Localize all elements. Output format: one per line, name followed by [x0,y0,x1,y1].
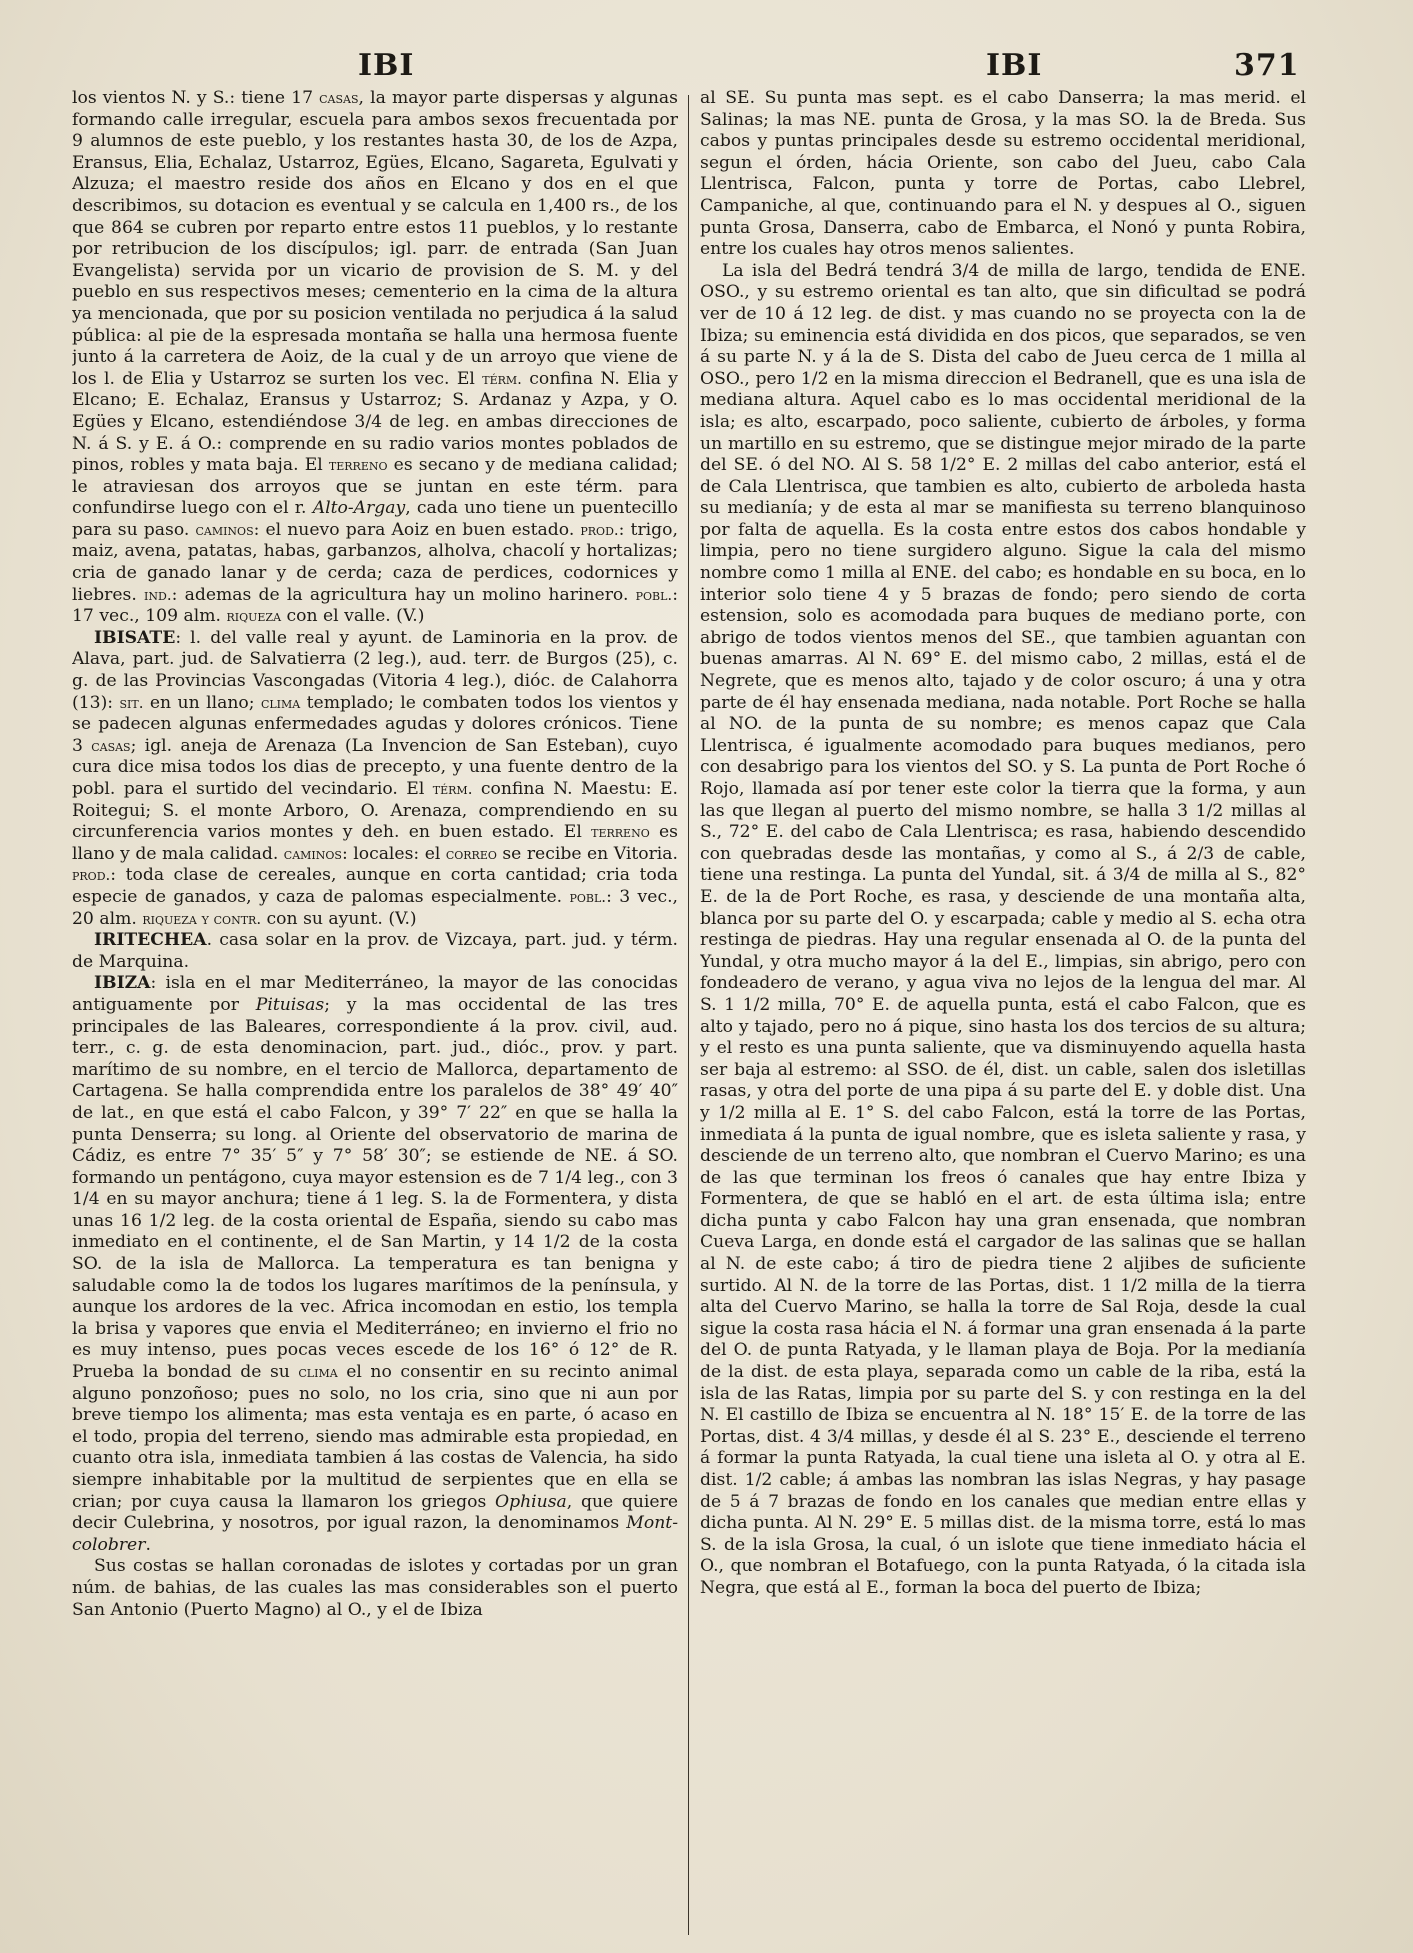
paragraph: IBIZA: isla en el mar Mediterráneo, la mayor de las conocidas antiguamente por Pituisas; y la mas occidental de las tres principales de las Baleares, correspondiente á la prov. civil, aud. terr., c. g. de esta denominacion, part. jud., dióc., prov. y part. marítimo de su nombre, en el tercio de Mallorca, departamento de Cartagena. Se halla comprendida entre los paralelos de 38° 49′ 40″ de lat., en que está el cabo Falcon, y 39° 7′ 22″ en que se halla la punta Denserra; su long. al Oriente del observatorio de marina de Cádiz, es entre 7° 35′ 5″ y 7° 58′ 30″; se estiende de NE. á SO. formando un pentágono, cuya mayor estension es de 7 1/4 leg., con 3 1/4 en su mayor anchura; tiene á 1 leg. S. la de Formentera, y dista unas 16 1/2 leg. de la costa oriental de España, siendo su cabo mas inmediato en el continente, el de San Martin, y 14 1/2 de la costa SO. de la isla de Mallorca. La temperatura es tan benigna y saludable como la de todos los lugares marítimos de la península, y aunque los ardores de la vec. Africa incomodan en estio, los templa la brisa y vapores que envia el Mediterráneo; en invierno el frio no es muy intenso, pues pocas veces escede de los 16° ó 12° de R. Prueba la bondad de su clima el no consentir en su recinto animal alguno ponzoñoso; pues no solo, no los cria, sino que ni aun por breve tiempo los alimenta; mas esta ventaja es en parte, ó acaso en el todo, propia del terreno, siendo mas admirable esta propiedad, en cuanto otra isla, inmediata tambien á las costas de Valencia, ha sido siempre inhabitable por la multitud de serpientes que en ella se crian; por cuya causa la llamaron los griegos Ophiusa, que quiere decir Culebrina, y nosotros, por igual razon, la denominamos Mont-colobrer. [72,973,678,1555]
paragraph: IRITECHEA. casa solar en la prov. de Vizcaya, part. jud. y térm. de Marquina. [72,930,678,972]
paragraph: al SE. Su punta mas sept. es el cabo Danserra; la mas merid. el Salinas; la mas NE. punta de Grosa, y la mas SO. la de Breda. Sus cabos y puntas principales desde su estremo occidental meridional, segun el órden, hácia Oriente, son cabo del Jueu, cabo Cala Llentrisca, Falcon, punta y torre de Portas, cabo Llebrel, Campaniche, al que, continuando para el N. y despues al O., siguen punta Grosa, Danserra, cabo de Embarca, el Nonó y punta Robira, entre los cuales hay otros menos salientes. [700,88,1306,260]
paragraph: IBISATE: l. del valle real y ayunt. de Laminoria en la prov. de Alava, part. jud. de Salvatierra (2 leg.), aud. terr. de Burgos (25), c. g. de las Provincias Vascongadas (Vitoria 4 leg.), dióc. de Calahorra (13): sit. en un llano; clima templado; le combaten todos los vientos y se padecen algunas enfermedades agudas y dolores crónicos. Tiene 3 casas; igl. aneja de Arenaza (La Invencion de San Esteban), cuyo cura dice misa todos los dias de precepto, y una fuente dentro de la pobl. para el surtido del vecindario. El térm. confina N. Maestu: E. Roitegui; S. el monte Arboro, O. Arenaza, comprendiendo en su circunferencia varios montes y deh. en buen estado. El terreno es llano y de mala calidad. caminos: locales: el correo se recibe en Vitoria. prod.: toda clase de cereales, aunque en corta cantidad; cria toda especie de ganados, y caza de palomas especialmente. pobl.: 3 vec., 20 alm. riqueza y contr. con su ayunt. (V.) [72,627,678,929]
column-rule [688,95,689,1935]
page-number: 371 [1234,48,1300,83]
running-head-left: IBI [358,48,415,83]
running-head-right: IBI [986,48,1043,83]
paragraph: los vientos N. y S.: tiene 17 casas, la mayor parte dispersas y algunas formando calle irregular, escuela para ambos sexos frecuentada por 9 alumnos de este pueblo, y los restantes hasta 30, de los de Azpa, Eransus, Elia, Echalaz, Ustarroz, Egües, Elcano, Sagareta, Egulvati y Alzuza; el maestro reside dos años en Elcano y dos en el que describimos, su dotacion es eventual y se calcula en 1,400 rs., de los que 864 se cubren por reparto entre estos 11 pueblos, y lo restante por retribucion de los discípulos; igl. parr. de entrada (San Juan Evangelista) servida por un vicario de provision de S. M. y del pueblo en sus respectivos meses; cementerio en la cima de la altura ya mencionada, que por su posicion ventilada no perjudica á la salud pública: al pie de la espresada montaña se halla una hermosa fuente junto á la carretera de Aoiz, de la cual y de un arroyo que viene de los l. de Elia y Ustarroz se surten los vec. El térm. confina N. Elia y Elcano; E. Echalaz, Eransus y Ustarroz; S. Ardanaz y Azpa, y O. Egües y Elcano, estendiéndose 3/4 de leg. en ambas direcciones de N. á S. y E. á O.: comprende en su radio varios montes poblados de pinos, robles y mata baja. El terreno es secano y de mediana calidad; le atraviesan dos arroyos que se juntan en este térm. para confundirse luego con el r. Alto-Argay, cada uno tiene un puentecillo para su paso. caminos: el nuevo para Aoiz en buen estado. prod.: trigo, maiz, avena, patatas, habas, garbanzos, alholva, chacolí y hortalizas; cria de ganado lanar y de cerda; caza de perdices, codornices y liebres. ind.: ademas de la agricultura hay un molino harinero. pobl.: 17 vec., 109 alm. riqueza con el valle. (V.) [72,88,678,627]
paragraph: La isla del Bedrá tendrá 3/4 de milla de largo, tendida de ENE. OSO., y su estremo oriental es tan alto, que sin dificultad se podrá ver de 10 á 12 leg. de dist. y mas cuando no se proyecta con la de Ibiza; su eminencia está dividida en dos picos, que separados, se ven á su parte N. y á la de S. Dista del cabo de Jueu cerca de 1 milla al OSO., pero 1/2 en la misma direccion el Bedranell, que es una isla de mediana altura. Aquel cabo es lo mas occidental meridional de la isla; es alto, escarpado, poco saliente, cubierto de árboles, y forma un martillo en su estremo, que se distingue mejor mirado de la parte del SE. ó del NO. Al S. 58 1/2° E. 2 millas del cabo anterior, está el de Cala Llentrisca, que tambien es alto, cubierto de arboleda hasta su medianía; y de esta al mar se manifiesta su terreno blanquinoso por falta de aquella. Es la costa entre estos dos cabos hondable y limpia, pero no tiene surgidero alguno. Sigue la cala del mismo nombre como 1 milla al ENE. del cabo; es hondable en su boca, en lo interior solo tiene 4 y 5 brazas de fondo; pero siendo de corta estension, solo es acomodada para buques de mediano porte, con abrigo de todos vientos menos del SE., que tambien aguantan con buenas amarras. Al N. 69° E. del mismo cabo, 2 millas, está el de Negrete, que es menos alto, tajado y de color oscuro; á una y otra parte de él hay ensenada mediana, nada notable. Port Roche se halla al NO. de la punta de su nombre; es menos capaz que Cala Llentrisca, é igualmente acomodado para buques medianos, pero con desabrigo para los vientos del SO. y S. La punta de Port Roche ó Rojo, llamada así por tener este color la tierra que la forma, y aun las que llegan al puerto del mismo nombre, se halla 3 1/2 millas al S., 72° E. del cabo de Cala Llentrisca; es rasa, habiendo descendido con quebradas desde las montañas, y como al S., á 2/3 de cable, tiene una restinga. La punta del Yundal, sit. á 3/4 de milla al S., 82° E. de la de Port Roche, es rasa, y desciende de una montaña alta, blanca por su parte del O. y escarpada; cable y medio al S. echa otra restinga de piedras. Hay una regular ensenada al O. de la punta del Yundal, y otra mucho mayor á la del E., limpias, sin abrigo, pero con fondeadero de verano, y agua viva no lejos de la lengua del mar. Al S. 1 1/2 milla, 70° E. de aquella punta, está el cabo Falcon, que es alto y tajado, pero no á pique, sino hasta los dos tercios de su altura; y el resto es una punta saliente, que va disminuyendo aquella hasta ser baja al estremo: al SSO. de él, dist. un cable, salen dos isletillas rasas, y otra del porte de una pipa á su parte del E. y doble dist. Una y 1/2 milla al E. 1° S. del cabo Falcon, está la torre de las Portas, inmediata á la punta de igual nombre, que es isleta saliente y rasa, y desciende de un terreno alto, que nombran el Cuervo Marino; es una de las que terminan los freos ó canales que hay entre Ibiza y Formentera, de que se habló en el art. de esta última isla; entre dicha punta y cabo Falcon hay una gran ensenada, que nombran Cueva Larga, en donde está el cargador de las salinas que se hallan al N. de este cabo; á tiro de piedra tiene 2 aljibes de suficiente surtido. Al N. de la torre de las Portas, dist. 1 1/2 milla de la tierra alta del Cuervo Marino, se halla la torre de Sal Roja, desde la cual sigue la costa rasa hácia el N. á formar una gran ensenada á la parte del O. de punta Ratyada, y le llaman playa de Boja. Por la medianía de la dist. de esta playa, separada como un cable de la riba, está la isla de las Ratas, limpia por su parte del S. y con restinga en la del N. El castillo de Ibiza se encuentra al N. 18° 15′ E. de la torre de las Portas, dist. 4 3/4 millas, y desde él al S. 23° E., desciende el terreno á formar la punta Ratyada, la cual tiene una isleta al O. y otra al E. dist. 1/2 cable; á ambas las nombran las islas Negras, y hay pasage de 5 á 7 brazas de fondo en los canales que median entre ellas y dicha punta. Al N. 29° E. 5 millas dist. de la misma torre, está lo mas S. de la isla Grosa, la cual, ó un islote que tiene inmediato hácia el O., que nombran el Botafuego, con la punta Ratyada, ó la citada isla Negra, que está al E., forman la boca del puerto de Ibiza; [700,260,1306,1598]
paragraph: Sus costas se hallan coronadas de islotes y cortadas por un gran núm. de bahias, de las cuales las mas considerables son el puerto San Antonio (Puerto Magno) al O., y el de Ibiza [72,1556,678,1620]
right-column [700,88,1306,1938]
left-column [72,88,678,1938]
